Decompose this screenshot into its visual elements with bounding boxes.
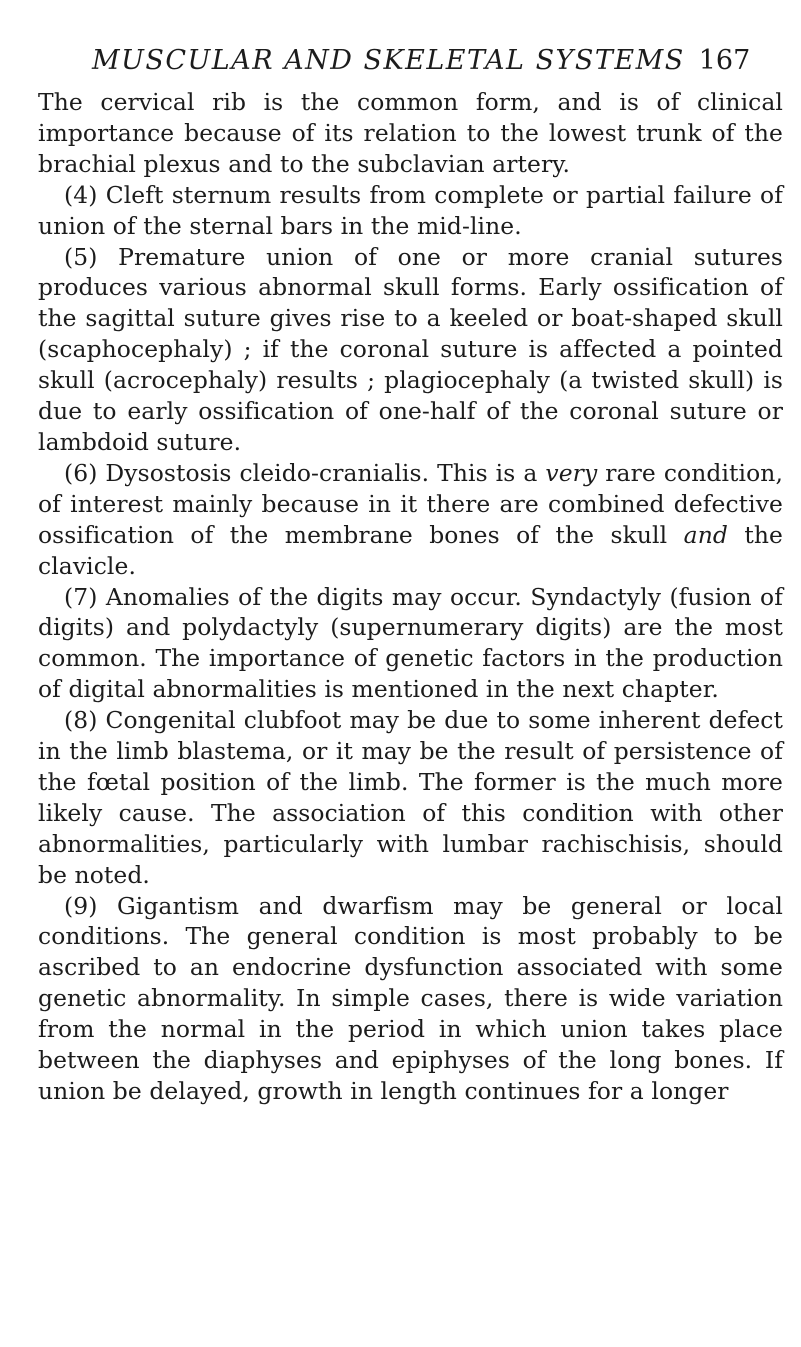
paragraph-gigantism: (9) Gigantism and dwarfism may be general or local conditions. The general condition is most probably to be ascribed to an endocrine dysfunction associated with some genetic abnormality. In simple cases, there is wide variation from the normal in the period in which union takes place between the diaphyses and epiphyses of the long bones. If union be delayed, growth in length continues for a longer	[38, 891, 783, 1105]
page-body	[38, 87, 783, 1107]
paragraph-digit-anomalies: (7) Anomalies of the digits may occur. Syndactyly (fusion of digits) and polydactyly (supernumerary digits) are the most common. The importance of genetic factors in the production of digital abnormalities is mentioned in the next chapter.	[38, 582, 783, 704]
paragraph-cleft-sternum: (4) Cleft sternum results from complete or partial failure of union of the sternal bars in the mid-line.	[38, 180, 783, 240]
running-title: MUSCULAR AND SKELETAL SYSTEMS	[92, 45, 685, 76]
running-head	[92, 42, 792, 80]
paragraph-dysostosis	[38, 458, 783, 582]
dysostosis-text-2: rare condition, of interest mainly because in it there are combined defective ossification of the membrane bones of the skull	[38, 458, 783, 549]
dysostosis-emphasis-very: very	[545, 458, 598, 487]
dysostosis-text-3: the clavicle.	[38, 520, 783, 580]
paragraph-cervical-rib: The cervical rib is the common form, and is of clinical importance because of its relation to the lowest trunk of the brachial plexus and to the subclavian artery.	[38, 88, 783, 178]
dysostosis-emphasis-and: and	[683, 520, 728, 549]
page-number: 167	[698, 45, 751, 76]
paragraph-clubfoot: (8) Congenital clubfoot may be due to some inherent defect in the limb blastema, or it may be the result of persistence of the fœtal position of the limb. The former is the much more likely cause. The association of this condition with other abnormalities, particularly with lumbar rachischisis, should be noted.	[38, 706, 783, 889]
dysostosis-text-1: (6) Dysostosis cleido-cranialis. This is a	[64, 458, 546, 487]
paragraph-cranial-sutures: (5) Premature union of one or more cranial sutures produces various abnormal skull forms. Early ossification of the sagittal suture gives rise to a keeled or boat-shaped skull (scaphocephaly) ; if the coronal suture is affected a pointed skull (acrocephaly) results ; plagiocephaly (a twisted skull) is due to early ossification of one-half of the coronal suture or lambdoid suture.	[38, 242, 783, 456]
